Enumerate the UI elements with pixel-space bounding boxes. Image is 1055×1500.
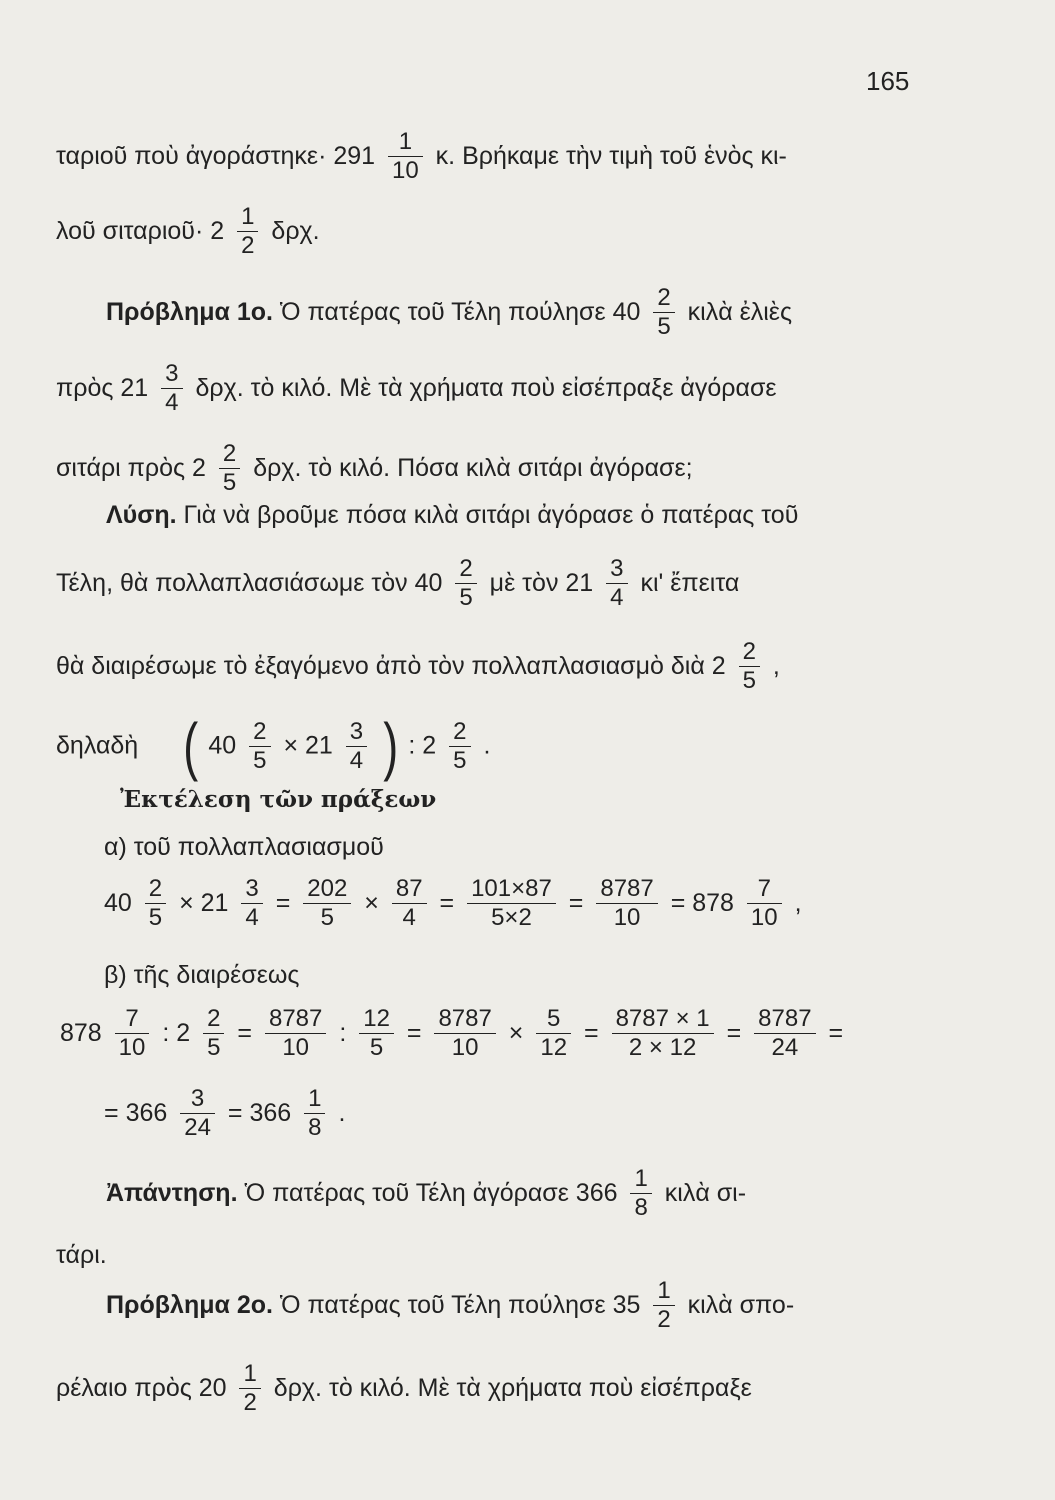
operator: = [104,1099,119,1127]
number: 878 [692,889,734,917]
text-segment: τάρι. [56,1240,107,1269]
parenthesis: ( [183,710,199,782]
text-segment: σιτάρι πρὸς 2 [56,454,206,482]
text-line [104,960,1055,1010]
equation-line [60,1005,1055,1085]
fraction: $\frac{2}{5}$ [203,1005,224,1062]
operator: × [508,1019,524,1047]
parenthesis: ) [383,710,399,782]
operator: = [670,889,686,917]
fraction: $\frac{1}{10}$ [388,128,423,185]
fraction: $\frac{7}{10}$ [115,1005,150,1062]
fraction: $\frac{2}{5}$ [455,555,476,612]
number: 40 [104,889,132,917]
text-segment: δρχ. τὸ κιλό. Μὲ τὰ χρήματα ποὺ εἰσέπραξε ἀγόρασε [195,374,777,402]
equation-line [104,1085,1055,1165]
text-segment: , [772,652,780,680]
operator: × [283,731,299,760]
problem-1-heading-line [106,284,1055,364]
solution-heading: Λύση. [106,500,177,529]
operator: : [162,1019,170,1047]
text-segment: ταριοῦ ποὺ ἀγοράστηκε· 291 [56,142,376,170]
fraction: $\frac{101\times 87}{5\times 2}$ [467,875,556,932]
text-segment: πρὸς 21 [56,374,149,402]
fraction: $\frac{2}{5}$ [449,718,470,775]
number: 366 [125,1099,168,1127]
page-number: 165 [866,66,910,96]
text-segment: Ὁ πατέρας τοῦ Τέλη ἀγόρασε 366 [244,1179,618,1207]
text-segment: Ὁ πατέρας τοῦ Τέλη πούλησε 40 [279,298,641,326]
fraction: $\frac{1}{8}$ [630,1165,651,1222]
text-segment: κι' ἔπειτα [640,569,740,597]
fraction: $\frac{2}{5}$ [249,718,270,775]
operator: = [828,1019,844,1047]
fraction: $\frac{8787}{10}$ [265,1005,326,1062]
operator: = [439,889,455,917]
section-heading-line [120,784,1055,834]
operator: = [275,889,291,917]
fraction: $\frac{87}{4}$ [392,875,427,932]
text-segment: ρέλαιο πρὸς 20 [56,1374,227,1402]
operator: × [364,889,379,917]
problem-heading: Πρόβλημα 2ο. [106,1291,273,1319]
text-segment: κιλὰ σι- [664,1179,747,1207]
fraction: $\frac{1}{8}$ [304,1085,325,1142]
operator: : [408,731,416,760]
text-line [56,1360,1055,1440]
number: 2 [176,1019,191,1047]
fraction: $\frac{12}{5}$ [359,1005,394,1062]
operator: = [726,1019,742,1047]
text-segment: Τέλη, θὰ πολλαπλασιάσωμε τὸν 40 [56,569,443,597]
fraction: $\frac{8787}{24}$ [754,1005,815,1062]
fraction: $\frac{3}{4}$ [346,718,367,775]
text-segment: Ὁ πατέρας τοῦ Τέλη πούλησε 35 [279,1291,641,1319]
operator: × [179,889,194,917]
fraction: $\frac{3}{4}$ [606,555,627,612]
subsection-label: β) τῆς διαιρέσεως [104,960,300,989]
problem-heading: Πρόβλημα 1ο. [106,298,273,326]
fraction: $\frac{2}{5}$ [145,875,166,932]
text-segment: δρχ. [271,217,320,245]
fraction: $\frac{3}{4}$ [161,360,182,417]
fraction: $\frac{1}{2}$ [239,1360,260,1417]
fraction: $\frac{1}{2}$ [653,1277,674,1334]
text-segment: κιλὰ σπο- [687,1291,795,1319]
answer-heading: Ἀπάντηση. [106,1179,238,1207]
fraction: $\frac{8787}{10}$ [596,875,657,932]
operator: = [227,1099,243,1127]
operator: = [568,889,584,917]
text-segment: δρχ. τὸ κιλό. Μὲ τὰ χρήματα ποὺ εἰσέπραξε [273,1374,752,1402]
number: 2 [422,731,437,760]
text-segment: κιλὰ ἐλιὲς [687,298,793,326]
fraction: $\frac{5}{12}$ [536,1005,571,1062]
number: 21 [305,731,333,760]
number: 366 [249,1099,292,1127]
text-line [56,203,1055,283]
text-line [56,555,1055,635]
text-segment: θὰ διαιρέσωμε τὸ ἐξαγόμενο ἀπὸ τὸν πολλαπλασιασμὸ διὰ 2 [56,652,726,680]
text-segment: κ. Βρήκαμε τὴν τιμὴ τοῦ ἑνὸς κι- [435,142,787,170]
fraction: $\frac{7}{10}$ [747,875,782,932]
answer-line [106,1165,1055,1245]
problem-2-heading-line [106,1277,1055,1357]
punctuation: . [338,1099,346,1127]
fraction: $\frac{1}{2}$ [237,203,258,260]
fraction: $\frac{2}{5}$ [739,638,760,695]
number: 40 [208,731,237,760]
text-segment: λοῦ σιταριοῦ· 2 [56,217,225,245]
fraction: $\frac{2}{5}$ [653,284,674,341]
operator: = [406,1019,422,1047]
subsection-label: α) τοῦ πολλαπλασιασμοῦ [104,832,384,861]
text-segment: δρχ. τὸ κιλό. Πόσα κιλὰ σιτάρι ἀγόρασε; [253,454,693,482]
operator: = [237,1019,253,1047]
punctuation: , [794,889,802,917]
text-segment: μὲ τὸν 21 [489,569,594,597]
punctuation: . [483,731,491,760]
operator: : [339,1019,347,1047]
text-line [56,360,1055,440]
section-heading: Ἐκτέλεση τῶν πράξεων [120,785,437,813]
text-line [56,638,1055,718]
fraction: $\frac{202}{5}$ [303,875,351,932]
equation-line [104,875,1055,955]
fraction: $\frac{3}{24}$ [180,1085,215,1142]
text-segment: δηλαδὴ [56,731,139,760]
number: 21 [200,889,229,917]
text-line [56,128,1055,208]
fraction: $\frac{8787}{10}$ [434,1005,495,1062]
text-segment: Γιὰ νὰ βροῦμε πόσα κιλὰ σιτάρι ἀγόρασε ὁ πατέρας τοῦ [183,500,799,529]
fraction: $\frac{2}{5}$ [219,440,240,497]
fraction: $\frac{8787 \times 1}{2 \times 12}$ [612,1005,714,1062]
number: 878 [60,1019,102,1047]
fraction: $\frac{3}{4}$ [241,875,262,932]
operator: = [584,1019,599,1047]
